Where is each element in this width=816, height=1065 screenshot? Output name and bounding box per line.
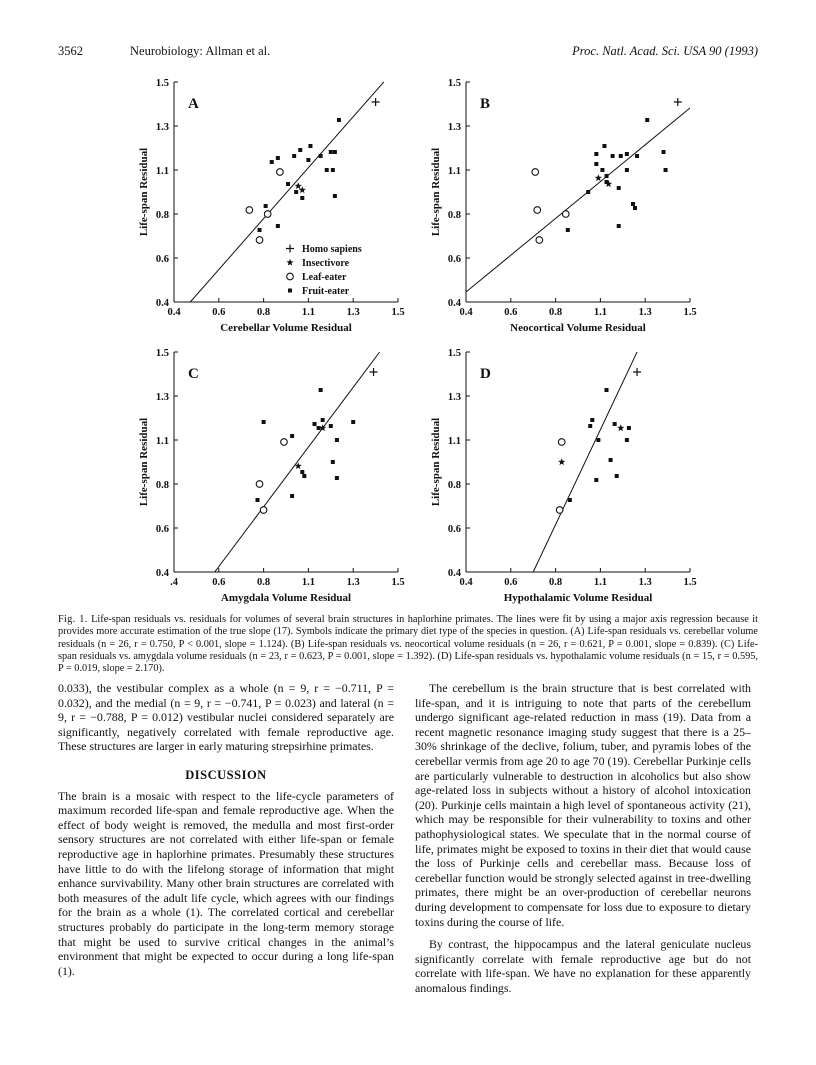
x-tick-label: 1.3 <box>346 577 360 588</box>
data-point <box>602 144 606 148</box>
x-tick-label: 1.5 <box>683 307 697 318</box>
y-tick-label: 0.4 <box>447 298 461 309</box>
data-point <box>558 458 565 465</box>
y-axis-label: Life-span Residual <box>430 417 442 507</box>
legend-symbol <box>286 245 294 253</box>
journal-section: Neurobiology: Allman et al. <box>130 44 271 58</box>
data-point <box>635 154 639 158</box>
data-point <box>605 180 609 184</box>
y-tick-label: 1.5 <box>447 78 461 89</box>
left-column <box>58 681 394 978</box>
x-tick-label: 0.8 <box>549 307 563 318</box>
y-tick-label: 0.8 <box>447 210 461 221</box>
data-point <box>596 438 600 442</box>
data-point <box>594 152 598 156</box>
legend-symbol <box>287 273 294 280</box>
data-point <box>270 160 274 164</box>
legend-symbol <box>286 259 293 266</box>
data-point <box>290 494 294 498</box>
y-tick-label: 0.4 <box>155 568 169 579</box>
series-homo-sapiens <box>370 368 378 376</box>
data-point <box>619 154 623 158</box>
data-point <box>588 424 592 428</box>
scatter-plot-d <box>422 344 702 604</box>
series-leaf-eater <box>256 439 287 514</box>
data-point <box>611 154 615 158</box>
series-insectivore <box>558 424 624 465</box>
y-axis-label: Life-span Residual <box>430 147 442 237</box>
data-point <box>605 174 609 178</box>
data-point <box>617 224 621 228</box>
data-point <box>372 98 380 106</box>
data-point <box>292 154 296 158</box>
data-point <box>664 168 668 172</box>
data-point <box>617 424 624 431</box>
data-point <box>321 418 325 422</box>
y-tick-label: 1.3 <box>447 122 461 133</box>
x-tick-label: 0.6 <box>504 307 518 318</box>
y-tick-label: 0.6 <box>447 524 461 535</box>
data-point <box>595 174 602 181</box>
paragraph-results-end: 0.033), the vestibular complex as a whole (n = 9, r = −0.711, P = 0.032), and the medial (n = 9, r = −0.741, P = 0.023) and lateral (n = 9, r = −0.788, P = 0.012) vestibular nuclei considered separately are significantly, negatively correlated with female reproductive age. These structures are larger in early maturing strepsirhine primates. <box>58 681 394 754</box>
y-tick-label: 0.8 <box>447 480 461 491</box>
data-point <box>645 118 649 122</box>
x-tick-label: 1.1 <box>301 577 315 588</box>
data-point <box>319 154 323 158</box>
page-number: 3562 <box>58 44 83 58</box>
data-point <box>625 152 629 156</box>
x-tick-label: 1.1 <box>593 577 607 588</box>
data-point <box>662 150 666 154</box>
data-point <box>329 424 333 428</box>
figure-panel-d <box>422 344 702 604</box>
figure-panel-c <box>130 344 410 604</box>
data-point <box>329 150 333 154</box>
series-leaf-eater <box>532 169 569 244</box>
data-point <box>337 118 341 122</box>
y-tick-label: 1.5 <box>447 348 461 359</box>
data-point <box>294 190 298 194</box>
y-tick-label: 0.6 <box>155 524 169 535</box>
legend-entry: Homo sapiens <box>302 244 362 255</box>
data-point <box>308 144 312 148</box>
data-point <box>256 481 263 488</box>
regression-line <box>215 352 380 572</box>
x-tick-label: 0.4 <box>167 307 181 318</box>
data-point <box>306 158 310 162</box>
data-point <box>290 434 294 438</box>
series-leaf-eater <box>556 439 565 514</box>
data-point <box>633 368 641 376</box>
data-point <box>631 202 635 206</box>
series-homo-sapiens <box>633 368 641 376</box>
data-point <box>615 474 619 478</box>
x-tick-label: 0.6 <box>504 577 518 588</box>
y-tick-label: 0.8 <box>155 480 169 491</box>
data-point <box>258 228 262 232</box>
data-point <box>625 438 629 442</box>
data-point <box>286 182 290 186</box>
data-point <box>633 206 637 210</box>
x-tick-label: 0.8 <box>549 577 563 588</box>
data-point <box>331 460 335 464</box>
x-axis-label: Cerebellar Volume Residual <box>220 322 352 334</box>
figure-caption <box>58 614 758 675</box>
y-axis-label: Life-span Residual <box>138 147 150 237</box>
data-point <box>300 470 304 474</box>
discussion-heading: DISCUSSION <box>185 767 267 782</box>
y-tick-label: 0.4 <box>447 568 461 579</box>
series-homo-sapiens <box>372 98 380 106</box>
panel-letter: D <box>480 366 491 382</box>
scatter-plot-c <box>130 344 410 604</box>
caption-label: Fig. 1. <box>58 614 88 625</box>
series-insectivore <box>295 424 327 469</box>
x-tick-label: 0.6 <box>212 577 226 588</box>
regression-line <box>190 82 383 302</box>
y-tick-label: 1.5 <box>155 78 169 89</box>
x-tick-label: 1.3 <box>638 577 652 588</box>
series-homo-sapiens <box>674 98 682 106</box>
data-point <box>534 207 541 214</box>
series-insectivore <box>595 174 612 187</box>
x-tick-label: 1.3 <box>638 307 652 318</box>
y-axis-label: Life-span Residual <box>138 417 150 507</box>
data-point <box>276 156 280 160</box>
y-tick-label: 1.1 <box>447 436 461 447</box>
paragraph-discussion-3: By contrast, the hippocampus and the lateral geniculate nucleus significantly correlate with female reproductive age but do not correlate with life-span. We have no explanation for these apparently anomalous findings. <box>415 937 751 995</box>
y-tick-label: 1.1 <box>155 166 169 177</box>
x-tick-label: 0.8 <box>257 577 271 588</box>
data-point <box>568 498 572 502</box>
y-tick-label: 1.1 <box>447 166 461 177</box>
y-tick-label: 0.4 <box>155 298 169 309</box>
data-point <box>325 168 329 172</box>
series-fruit-eater <box>566 118 668 232</box>
y-tick-label: 0.8 <box>155 210 169 221</box>
data-point <box>281 439 288 446</box>
data-point <box>586 190 590 194</box>
data-point <box>331 168 335 172</box>
data-point <box>617 186 621 190</box>
panel-letter: B <box>480 96 491 112</box>
panel-letter: C <box>188 366 199 382</box>
data-point <box>276 224 280 228</box>
data-point <box>566 228 570 232</box>
x-tick-label: .4 <box>170 577 178 588</box>
figure-panel-b <box>422 74 702 334</box>
y-tick-label: 1.3 <box>155 392 169 403</box>
data-point <box>298 148 302 152</box>
data-point <box>674 98 682 106</box>
data-point <box>558 439 565 446</box>
x-tick-label: 0.4 <box>459 577 473 588</box>
series-fruit-eater <box>568 388 631 502</box>
legend-entry: Fruit-eater <box>302 286 350 297</box>
x-tick-label: 0.8 <box>257 307 271 318</box>
data-point <box>562 211 569 218</box>
data-point <box>317 426 321 430</box>
paragraph-discussion-1: The brain is a mosaic with respect to the life-cycle parameters of maximum recorded life-span and female reproductive age. When the effect of body weight is removed, the medulla and most first-order sensory structures are not correlated with either life-span or female reproductive age in haplorhine primates. Presumably these structures have little to do with the lifelong storage of information that might enhance survivability. Many other brain structures are correlated with both measures of the adult life cycle, which agrees with our findings for the brain as a whole (1). The correlated cortical and cerebellar structures probably do participate in the long-term memory storage that might be used to survive critical changes in the animal’s environment that might be expected to occur during a long life-span (1). <box>58 788 394 978</box>
right-column <box>415 681 751 995</box>
y-tick-label: 0.6 <box>447 254 461 265</box>
legend-symbol <box>288 289 292 293</box>
data-point <box>594 162 598 166</box>
legend-entry: Insectivore <box>302 258 350 269</box>
panel-letter: A <box>188 96 199 112</box>
data-point <box>333 150 337 154</box>
y-tick-label: 0.6 <box>155 254 169 265</box>
data-point <box>536 237 543 244</box>
data-point <box>313 422 317 426</box>
y-tick-label: 1.3 <box>155 122 169 133</box>
paragraph-discussion-2: The cerebellum is the brain structure that is best correlated with life-span, and it is intriguing to note that parts of the cerebellum undergo significant age-related reduction in mass (19). Data from a recent magnetic resonance imaging study suggest that there is a 25–30% shrinkage of the declive, folium, tuber, and pyramis lobes of the cerebellar vermis from age 20 to age 70 (19). Cerebellar Purkinje cells are particularly vulnerable to destruction in alcoholics but also show age-related loss in subjects without a history of alcohol intoxication (20). Purkinje cells maintain a high level of spontaneous activity (21), which may be responsible for their vulnerability to toxins and other pathophysiological states. We speculate that in the normal course of life, primates might be exposed to toxins in their diet that would cause the loss of Purkinje cells and cerebellar mass. Because loss of cerebellar function would be strongly selected against in tree-dwelling primates, there might be an over-production of cerebellar neurons during development to compensate for loss due to exposure to dietary toxins during the course of life. <box>415 681 751 929</box>
data-point <box>264 204 268 208</box>
data-point <box>594 478 598 482</box>
data-point <box>335 476 339 480</box>
data-point <box>300 196 304 200</box>
x-tick-label: 0.6 <box>212 307 226 318</box>
x-axis-label: Amygdala Volume Residual <box>220 592 352 604</box>
data-point <box>335 438 339 442</box>
data-point <box>600 168 604 172</box>
regression-line <box>533 352 637 572</box>
data-point <box>277 169 284 176</box>
data-point <box>319 388 323 392</box>
data-point <box>556 507 563 514</box>
data-point <box>262 420 266 424</box>
data-point <box>609 458 613 462</box>
y-tick-label: 1.5 <box>155 348 169 359</box>
data-point <box>625 168 629 172</box>
data-point <box>532 169 539 176</box>
y-tick-label: 1.1 <box>155 436 169 447</box>
x-tick-label: 1.1 <box>301 307 315 318</box>
data-point <box>260 507 267 514</box>
caption-text: Life-span residuals vs. residuals for volumes of several brain structures in haplorhine primates. The lines were fit by using a major axis regression because it provides more accurate estimation of the true slope (17). Symbols indicate the primary diet type of the species in question. (A) Life-span residuals vs. cerebellar volume residuals (n = 26, r = 0.750, P < 0.001, slope = 1.124). (B) Life-span residuals vs. neocortical volume residuals (n = 26, r = 0.621, P = 0.001, slope = 0.839). (C) Life-span residuals vs. amygdala volume residuals (n = 23, r = 0.623, P = 0.001, slope = 1.392). (D) Life-span residuals vs. hypothalamic volume residuals (n = 15, r = 0.595, P = 0.019, slope = 2.170). <box>58 614 758 675</box>
data-point <box>256 237 263 244</box>
data-point <box>264 211 271 218</box>
y-tick-label: 1.3 <box>447 392 461 403</box>
data-point <box>246 207 253 214</box>
x-tick-label: 0.4 <box>459 307 473 318</box>
x-tick-label: 1.1 <box>593 307 607 318</box>
x-tick-label: 1.3 <box>346 307 360 318</box>
page-header <box>58 44 758 60</box>
x-axis-label: Hypothalamic Volume Residual <box>503 592 653 604</box>
data-point <box>302 474 306 478</box>
data-point <box>255 498 259 502</box>
data-point <box>605 388 609 392</box>
x-axis-label: Neocortical Volume Residual <box>510 322 646 334</box>
data-point <box>627 426 631 430</box>
data-point <box>333 194 337 198</box>
journal-name: Proc. Natl. Acad. Sci. USA 90 (1993) <box>572 44 758 58</box>
data-point <box>370 368 378 376</box>
data-point <box>590 418 594 422</box>
data-point <box>351 420 355 424</box>
x-tick-label: 1.5 <box>391 577 405 588</box>
x-tick-label: 1.5 <box>391 307 405 318</box>
data-point <box>613 422 617 426</box>
regression-line <box>466 108 690 292</box>
scatter-plot-b <box>422 74 702 334</box>
legend <box>286 244 362 297</box>
scatter-plot-a <box>130 74 410 334</box>
x-tick-label: 1.5 <box>683 577 697 588</box>
legend-entry: Leaf-eater <box>302 272 347 283</box>
data-point <box>295 182 302 189</box>
figure-panel-a <box>130 74 410 334</box>
